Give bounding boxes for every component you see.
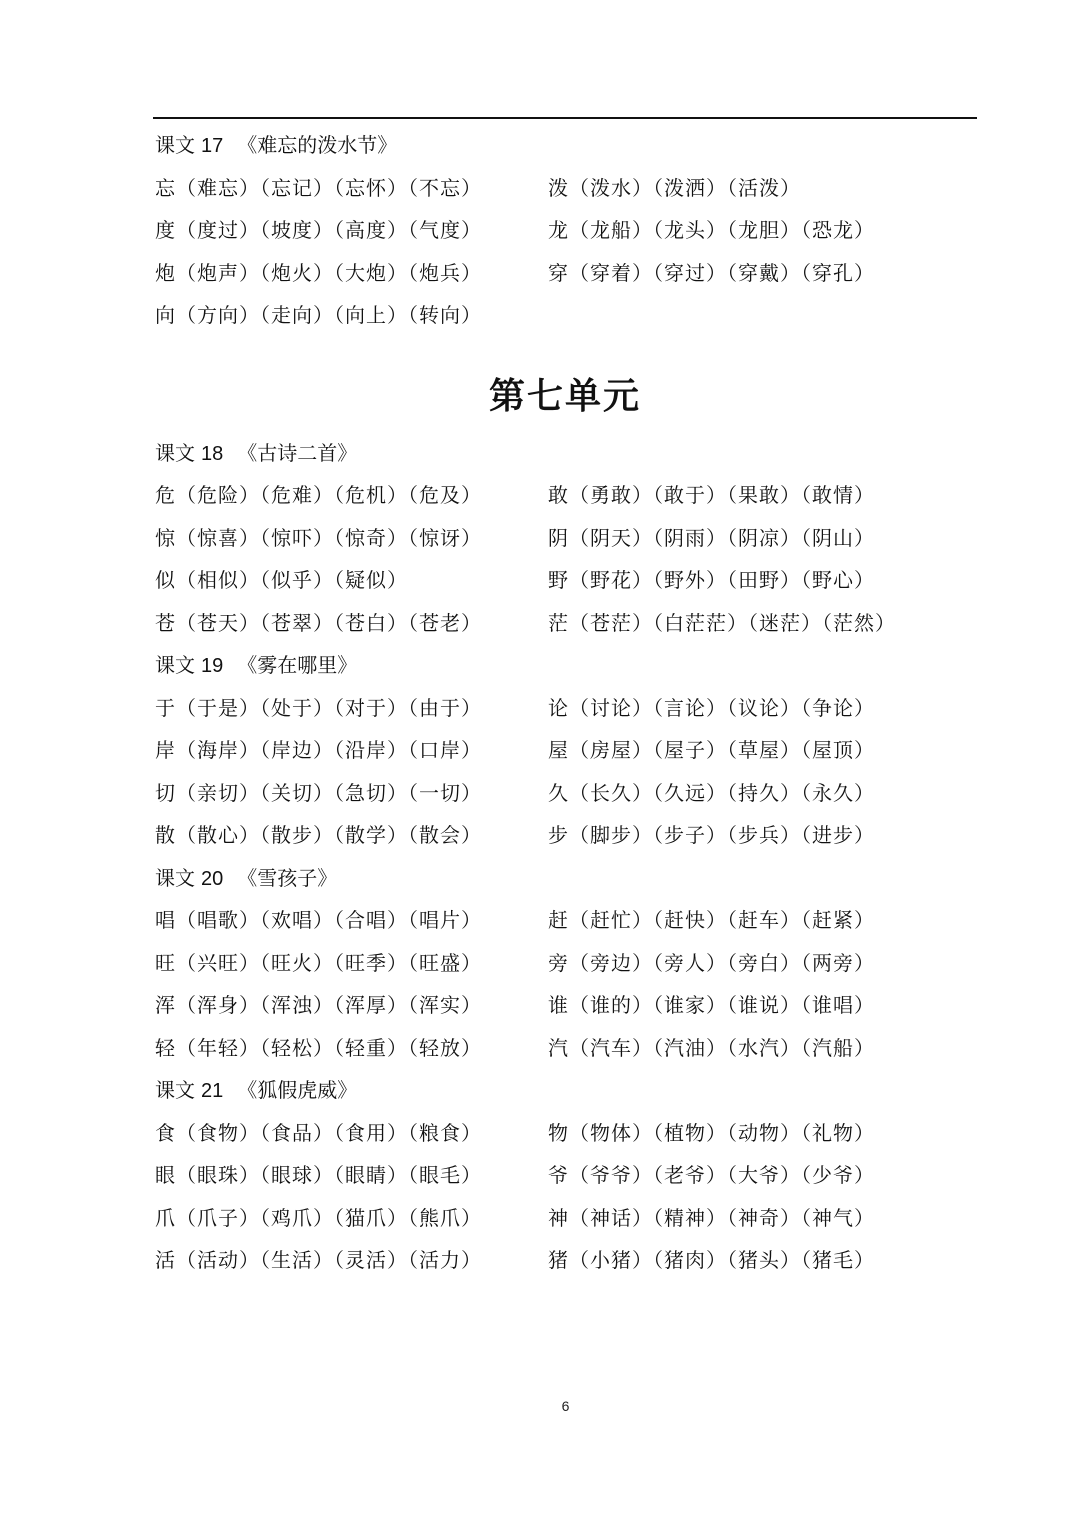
word-entry: 步（脚步）（步子）（步兵）（进步） <box>548 823 875 847</box>
lesson-18-title <box>155 432 975 475</box>
word-row <box>155 474 975 517</box>
word-row <box>155 814 975 857</box>
word-row <box>155 984 975 1027</box>
word-entry: 物（物体）（植物）（动物）（礼物） <box>548 1120 875 1145</box>
word-entry: 食（食物）（食品）（食用）（粮食） <box>155 1120 482 1145</box>
word-row <box>155 209 975 252</box>
word-entry: 唱（唱歌）（欢唱）（合唱）（唱片） <box>155 908 482 932</box>
lesson-number: 21 <box>201 1080 224 1102</box>
lesson-name: 《难忘的泼水节》 <box>237 133 398 157</box>
word-row <box>155 294 975 337</box>
word-entry: 爷（爷爷）（老爷）（大爷）（少爷） <box>548 1163 875 1187</box>
word-row <box>155 602 975 645</box>
word-entry: 汽（汽车）（汽油）（水汽）（汽船） <box>548 1035 875 1060</box>
word-entry: 阴（阴天）（阴雨）（阴凉）（阴山） <box>548 525 875 550</box>
word-entry: 久（长久）（久远）（持久）（永久） <box>548 780 875 805</box>
word-entry: 轻（年轻）（轻松）（轻重）（轻放） <box>155 1035 482 1060</box>
word-entry: 野（野花）（野外）（田野）（野心） <box>548 568 875 592</box>
word-entry: 龙（龙船）（龙头）（龙胆）（恐龙） <box>548 218 875 242</box>
lesson-19-title <box>155 644 975 687</box>
word-entry: 散（散心）（散步）（散学）（散会） <box>155 823 482 847</box>
lesson-label: 课文 <box>155 133 195 157</box>
word-entry: 岸（海岸）（岸边）（沿岸）（口岸） <box>155 738 482 762</box>
word-entry: 敢（勇敢）（敢于）（果敢）（敢情） <box>548 483 875 507</box>
word-row <box>155 1154 975 1197</box>
word-entry <box>548 294 941 337</box>
lesson-name: 《雪孩子》 <box>237 865 338 890</box>
word-entry: 浑（浑身）（浑浊）（浑厚）（浑实） <box>155 993 482 1017</box>
word-entry: 于（于是）（处于）（对于）（由于） <box>155 695 482 720</box>
word-row <box>155 167 975 210</box>
lesson-number: 20 <box>201 867 224 890</box>
lesson-label: 课文 <box>155 1078 195 1102</box>
word-entry: 旁（旁边）（旁人）（旁白）（两旁） <box>548 950 875 975</box>
word-entry: 神（神话）（精神）（神奇）（神气） <box>548 1205 875 1230</box>
word-entry: 惊（惊喜）（惊吓）（惊奇）（惊讶） <box>155 525 482 550</box>
word-entry: 度（度过）（坡度）（高度）（气度） <box>155 218 482 242</box>
lesson-number: 19 <box>201 655 224 677</box>
lesson-number: 18 <box>201 442 224 465</box>
top-rule <box>153 117 977 119</box>
lesson-name: 《雾在哪里》 <box>237 653 358 677</box>
word-entry: 谁（谁的）（谁家）（谁说）（谁唱） <box>548 993 875 1017</box>
page-number: 6 <box>561 1398 570 1414</box>
unit-heading: 第七单元 <box>488 374 641 417</box>
word-row <box>155 1112 975 1155</box>
page-content <box>155 124 975 1282</box>
word-entry: 赶（赶忙）（赶快）（赶车）（赶紧） <box>548 908 875 932</box>
word-entry: 危（危险）（危难）（危机）（危及） <box>155 483 482 507</box>
lesson-number: 17 <box>201 135 224 157</box>
word-entry: 猪（小猪）（猪肉）（猪头）（猪毛） <box>548 1248 875 1272</box>
lesson-17-title <box>155 124 975 167</box>
lesson-label: 课文 <box>155 440 195 465</box>
word-row <box>155 1239 975 1282</box>
word-row <box>155 729 975 772</box>
word-entry: 炮（炮声）（炮火）（大炮）（炮兵） <box>155 260 482 285</box>
word-entry: 活（活动）（生活）（灵活）（活力） <box>155 1248 482 1272</box>
word-entry: 旺（兴旺）（旺火）（旺季）（旺盛） <box>155 950 482 975</box>
word-row <box>155 517 975 560</box>
word-entry: 苍（苍天）（苍翠）（苍白）（苍老） <box>155 610 482 635</box>
word-entry: 似（相似）（似乎）（疑似） <box>155 568 408 592</box>
word-entry: 眼（眼珠）（眼球）（眼睛）（眼毛） <box>155 1163 482 1187</box>
word-entry: 穿（穿着）（穿过）（穿戴）（穿孔） <box>548 260 875 285</box>
word-entry: 泼（泼水）（泼洒）（活泼） <box>548 175 801 200</box>
lesson-label: 课文 <box>155 865 195 890</box>
word-entry: 忘（难忘）（忘记）（忘怀）（不忘） <box>155 175 482 200</box>
word-entry: 向（方向）（走向）（向上）（转向） <box>155 303 482 327</box>
word-row <box>155 1197 975 1240</box>
word-entry: 屋（房屋）（屋子）（草屋）（屋顶） <box>548 738 875 762</box>
lesson-label: 课文 <box>155 653 195 677</box>
word-row <box>155 252 975 295</box>
word-entry: 论（讨论）（言论）（议论）（争论） <box>548 695 875 720</box>
word-entry: 爪（爪子）（鸡爪）（猫爪）（熊爪） <box>155 1205 482 1230</box>
lesson-21-title <box>155 1069 975 1112</box>
word-row <box>155 942 975 985</box>
word-row <box>155 899 975 942</box>
word-row <box>155 772 975 815</box>
word-entry: 切（亲切）（关切）（急切）（一切） <box>155 780 482 805</box>
lesson-name: 《狐假虎威》 <box>237 1078 358 1102</box>
word-row <box>155 687 975 730</box>
lesson-20-title <box>155 857 975 900</box>
word-row <box>155 1027 975 1070</box>
word-row <box>155 559 975 602</box>
word-entry: 茫（苍茫）（白茫茫）（迷茫）（茫然） <box>548 610 896 635</box>
lesson-name: 《古诗二首》 <box>237 440 358 465</box>
